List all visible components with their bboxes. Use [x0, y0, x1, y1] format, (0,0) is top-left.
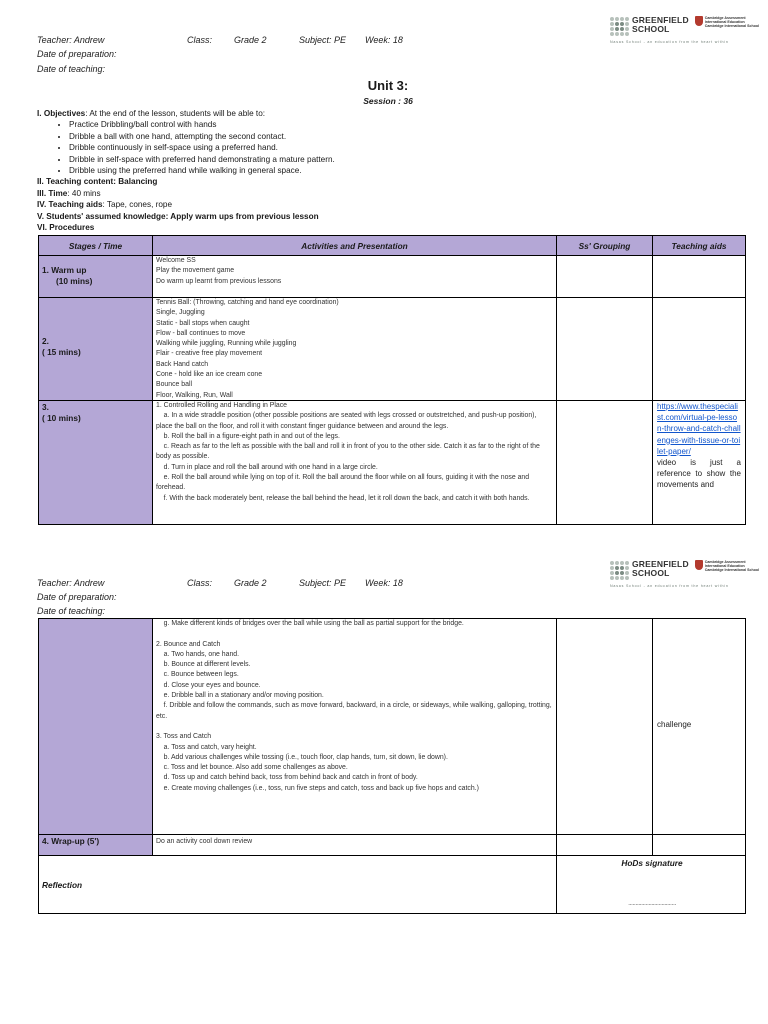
logo-dots-icon — [610, 561, 629, 580]
aids-value: : Tape, cones, rope — [102, 200, 173, 210]
subject-label-page2: Subject: PE — [299, 578, 347, 588]
cambridge-line2: International Education — [704, 20, 745, 25]
date-teach-label: Date of teaching: — [37, 64, 106, 74]
logo-name-line2: SCHOOL — [632, 568, 670, 578]
stage-warmup — [38, 255, 153, 298]
signature-line: ................................. — [628, 900, 676, 907]
time-line — [37, 188, 737, 199]
teacher-label: Teacher: Andrew — [37, 35, 105, 45]
cambridge-line1: Cambridge Assessment — [704, 16, 746, 20]
stage-warmup-time: (10 mins) — [56, 276, 93, 286]
activities-3-continued: g. Make different kinds of bridges over the ball while using the ball as partial support for the bridge. 2. Bounce and Catch a. Two hands, one hand. b. Bounce at different levels. c. Bounce between legs. d. Close your eyes and bounce. e. Dribble ball in a stationary and/or moving position. f. Dribble and follow the commands, such as move forward, backward, in a circle, or sideways, while walking, galloping, trotting, etc. 3. Toss and Catch a. Toss and catch, vary height. b. Add various challenges while tossing (i.e., touch floor, clap hands, turn, sit down, lie down). c. Toss and let bounce. Also add some challenges as above. d. Toss up and catch behind back, toss from behind back and catch in front of body. e. Create moving challenges (i.e., toss, run five steps and catch, toss and back up five hops and catch.) — [152, 618, 557, 835]
header-stages: Stages / Time — [38, 235, 153, 256]
stage-3 — [38, 400, 153, 525]
objectives-heading — [37, 108, 737, 119]
teaching-content: II. Teaching content: Balancing — [37, 177, 158, 187]
week-label-page2: Week: 18 — [365, 578, 403, 588]
date-teach-label-page2: Date of teaching: — [37, 606, 106, 616]
objective-item: • Dribble using the preferred hand while walking in general space. — [69, 165, 737, 176]
week-label: Week: 18 — [365, 35, 403, 45]
assumed-knowledge: V. Students' assumed knowledge: Apply warm ups from previous lesson — [37, 211, 319, 221]
grade-label: Grade 2 — [234, 35, 267, 45]
time-value: : 40 mins — [67, 188, 101, 198]
grade-label-page2: Grade 2 — [234, 578, 267, 588]
cambridge-line3: Cambridge International School — [704, 24, 760, 29]
stage-wrapup: 4. Wrap-up (5') — [38, 834, 153, 856]
date-prep-label: Date of preparation: — [37, 49, 117, 59]
objective-item: • Dribble continuously in self-space using a preferred hand. — [69, 142, 737, 153]
aids-label: IV. Teaching aids — [37, 200, 103, 210]
cambridge-line3: Cambridge International School — [704, 568, 760, 573]
stage-2-time: ( 15 mins) — [42, 347, 81, 357]
aids-line — [37, 199, 737, 210]
objective-item: • Dribble a ball with one hand, attempting the second contact. — [69, 131, 737, 142]
school-logo-page2 — [610, 560, 759, 580]
teacher-label-page2: Teacher: Andrew — [37, 578, 105, 588]
stage-3-continued — [38, 618, 153, 835]
cambridge-line2: International Education — [704, 564, 745, 569]
logo-tagline-page2: Nasas School - an education from the heart within — [610, 584, 729, 588]
activities-warmup: Welcome SS Play the movement game Do warm up learnt from previous lessons — [152, 255, 557, 298]
class-label: Class: — [187, 35, 213, 45]
logo-name-line2: SCHOOL — [632, 24, 670, 34]
time-label: III. Time — [37, 188, 68, 198]
stage-2-title: 2. — [42, 336, 49, 346]
grouping-3-continued — [556, 618, 653, 835]
aids-3-continued — [652, 618, 746, 835]
logo-name-line1: GREENFIELD — [632, 15, 689, 25]
stage-3-time: ( 10 mins) — [42, 413, 81, 423]
activities-3: 1. Controlled Rolling and Handling in Place a. In a wide straddle position (other possible positions are seated with legs crossed or outstretched, and push-up position), place the ball on the floor, and roll it with constant finger guidance between and around the legs. b. Roll the ball in a figure-eight path in and out of the legs. c. Reach as far to the left as possible with the ball and roll it in front of you to the other side. Catch it as far to the right of the body as possible. d. Turn in place and roll the ball around with one hand in a large circle. e. Roll the ball around while lying on top of it. Roll the ball around the floor while on all fours, guiding it with the nose and forehead. f. With the back moderately bent, release the ball behind the head, let it roll down the back, and catch it with both hands. — [152, 400, 557, 525]
cambridge-line1: Cambridge Assessment — [704, 560, 746, 564]
activities-2: Tennis Ball: (Throwing, catching and hand eye coordination) Single, Juggling Static - ball stops when caught Flow - ball continues to move Walking while juggling, Running while juggling Flair - creative free play movement Back Hand catch Cone - hold like an ice cream cone Bounce ball Floor, Walking, Run, Wall — [152, 297, 557, 401]
objectives-block — [37, 108, 737, 233]
aids-wrapup — [652, 834, 746, 856]
cambridge-logo — [695, 560, 759, 573]
procedures-label: VI. Procedures — [37, 223, 95, 233]
aids-3-text: video is just a reference to show the movements and — [657, 458, 741, 490]
objectives-intro: : At the end of the lesson, students will be able to: — [85, 109, 266, 118]
header-aids: Teaching aids — [652, 235, 746, 256]
header-activities: Activities and Presentation — [152, 235, 557, 256]
cambridge-shield-icon — [695, 560, 703, 570]
stage-2 — [38, 297, 153, 401]
unit-title: Unit 3: — [367, 78, 409, 93]
activities-wrapup: Do an activity cool down review — [152, 834, 557, 856]
logo-name-line1: GREENFIELD — [632, 559, 689, 569]
session-title: Session : 36 — [363, 96, 413, 106]
class-label-page2: Class: — [187, 578, 213, 588]
aids-3 — [652, 400, 746, 525]
objective-item: • Practice Dribbling/ball control with hands — [69, 119, 737, 130]
aids-2 — [652, 297, 746, 401]
stage-warmup-title: 1. Warm up — [42, 265, 87, 275]
subject-label: Subject: PE — [299, 35, 347, 45]
video-link[interactable]: https://www.thespecialist.com/virtual-pe-lesson-throw-and-catch-challenges-with-tissue-or-toilet-paper/ — [657, 402, 741, 456]
logo-dots-icon — [610, 17, 629, 36]
aids-warmup — [652, 255, 746, 298]
cambridge-shield-icon — [695, 16, 703, 26]
header-grouping: Ss' Grouping — [556, 235, 653, 256]
grouping-warmup — [556, 255, 653, 298]
hods-signature-label: HoDs signature — [621, 858, 683, 868]
cambridge-logo — [695, 16, 759, 29]
reflection-cell — [38, 855, 557, 914]
date-prep-label-page2: Date of preparation: — [37, 592, 117, 602]
grouping-3 — [556, 400, 653, 525]
objectives-list — [37, 119, 737, 176]
school-logo — [610, 16, 759, 36]
reflection-label: Reflection — [42, 880, 83, 890]
aids-challenge-text: challenge — [657, 720, 692, 729]
grouping-2 — [556, 297, 653, 401]
objectives-label: I. Objectives — [37, 109, 86, 118]
objective-item: • Dribble in self-space with preferred hand demonstrating a mature pattern. — [69, 154, 737, 165]
stage-3-title: 3. — [42, 402, 49, 412]
hods-signature-cell — [556, 855, 746, 914]
grouping-wrapup — [556, 834, 653, 856]
logo-tagline: Nasas School - an education from the heart within — [610, 40, 729, 44]
